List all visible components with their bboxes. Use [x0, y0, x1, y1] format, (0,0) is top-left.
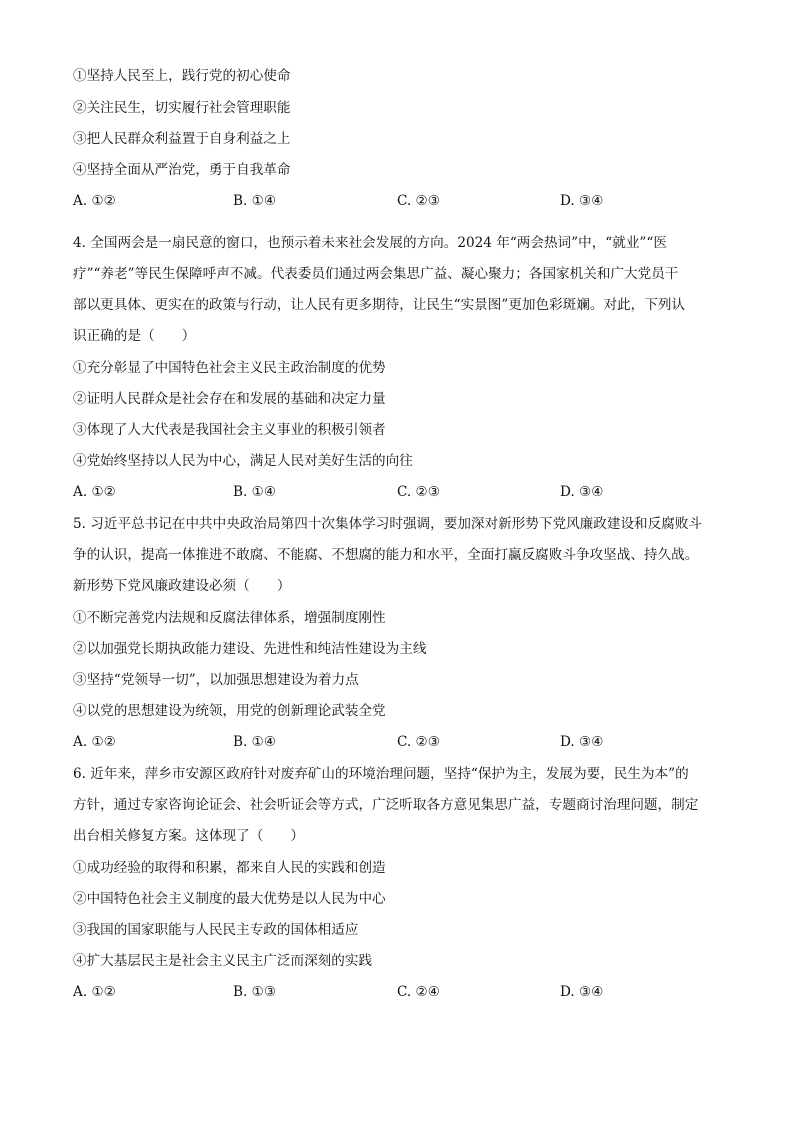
q4-stem-line-3: 部以更具体、更实在的政策与行动，让人民有更多期待，让民生“实景图”更加色彩斑斓。对此，下列认 [73, 297, 686, 313]
q4-option-1: ①充分彰显了中国特色社会主义民主政治制度的优势 [73, 360, 386, 376]
q5-option-3: ③坚持“党领导一切”，以加强思想建设为着力点 [73, 672, 359, 688]
q4-choice-d[interactable]: D. ③④ [560, 484, 604, 500]
q6-choice-a[interactable]: A. ①② [73, 984, 116, 1000]
q5-answer-choices [73, 733, 723, 751]
q5-choice-b[interactable]: B. ①④ [233, 734, 277, 750]
q5-choice-d[interactable]: D. ③④ [560, 734, 604, 750]
q4-stem-line-1: 4. 全国两会是一扇民意的窗口，也预示着未来社会发展的方向。2024 年“两会热词”中，“就业”“医 [73, 235, 667, 251]
q4-stem-line-4: 识正确的是（ ） [73, 328, 196, 344]
q5-option-1: ①不断完善党内法规和反腐法律体系，增强制度刚性 [73, 610, 386, 626]
q6-choice-c[interactable]: C. ②④ [397, 984, 440, 1000]
q4-option-3: ③体现了人大代表是我国社会主义事业的积极引领者 [73, 422, 386, 438]
q3-option-2: ②关注民生，切实履行社会管理职能 [73, 100, 291, 116]
q4-choice-b[interactable]: B. ①④ [233, 484, 277, 500]
q3-choice-c[interactable]: C. ②③ [397, 193, 440, 209]
q5-stem-line-2: 争的认识，提高一体推进不敢腐、不能腐、不想腐的能力和水平，全面打赢反腐败斗争攻坚战、持久战。 [73, 547, 699, 563]
q4-choice-c[interactable]: C. ②③ [397, 484, 440, 500]
q5-option-2: ②以加强党长期执政能力建设、先进性和纯洁性建设为主线 [73, 641, 427, 657]
q3-choice-d[interactable]: D. ③④ [560, 193, 604, 209]
q4-answer-choices [73, 483, 723, 501]
q5-option-4: ④以党的思想建设为统领，用党的创新理论武装全党 [73, 703, 386, 719]
q6-option-1: ①成功经验的取得和积累，都来自人民的实践和创造 [73, 860, 386, 876]
q3-choice-a[interactable]: A. ①② [73, 193, 116, 209]
q5-stem-line-1: 5. 习近平总书记在中共中央政治局第四十次集体学习时强调，要加深对新形势下党风廉政建设和反腐败斗 [73, 516, 703, 532]
q3-choice-b[interactable]: B. ①④ [233, 193, 277, 209]
q5-stem-line-3: 新形势下党风廉政建设必须（ ） [73, 578, 291, 594]
q4-choice-a[interactable]: A. ①② [73, 484, 116, 500]
q3-option-3: ③把人民群众利益置于自身利益之上 [73, 131, 291, 147]
q6-stem-line-2: 方针，通过专家咨询论证会、社会听证会等方式，广泛听取各方意见集思广益，专题商讨治理问题，制定 [73, 797, 699, 813]
q3-answer-choices [73, 192, 723, 210]
q6-choice-d[interactable]: D. ③④ [560, 984, 604, 1000]
q4-option-4: ④党始终坚持以人民为中心，满足人民对美好生活的向往 [73, 453, 413, 469]
q6-option-3: ③我国的国家职能与人民民主专政的国体相适应 [73, 922, 359, 938]
q6-option-4: ④扩大基层民主是社会主义民主广泛而深刻的实践 [73, 953, 373, 969]
q4-stem-line-2: 疗”“养老”等民生保障呼声不减。代表委员们通过两会集思广益、凝心聚力；各国家机关和广大党员干 [73, 266, 679, 282]
q6-stem-line-3: 出台相关修复方案。这体现了（ ） [73, 828, 305, 844]
q6-option-2: ②中国特色社会主义制度的最大优势是以人民为中心 [73, 891, 386, 907]
q5-choice-c[interactable]: C. ②③ [397, 734, 440, 750]
q6-choice-b[interactable]: B. ①③ [233, 984, 277, 1000]
q6-answer-choices [73, 983, 723, 1001]
q5-choice-a[interactable]: A. ①② [73, 734, 116, 750]
q3-option-1: ①坚持人民至上，践行党的初心使命 [73, 68, 291, 84]
q6-stem-line-1: 6. 近年来，萍乡市安源区政府针对废弃矿山的环境治理问题，坚持“保护为主，发展为要，民生为本”的 [73, 766, 689, 782]
q3-option-4: ④坚持全面从严治党，勇于自我革命 [73, 162, 291, 178]
q4-option-2: ②证明人民群众是社会存在和发展的基础和决定力量 [73, 391, 386, 407]
